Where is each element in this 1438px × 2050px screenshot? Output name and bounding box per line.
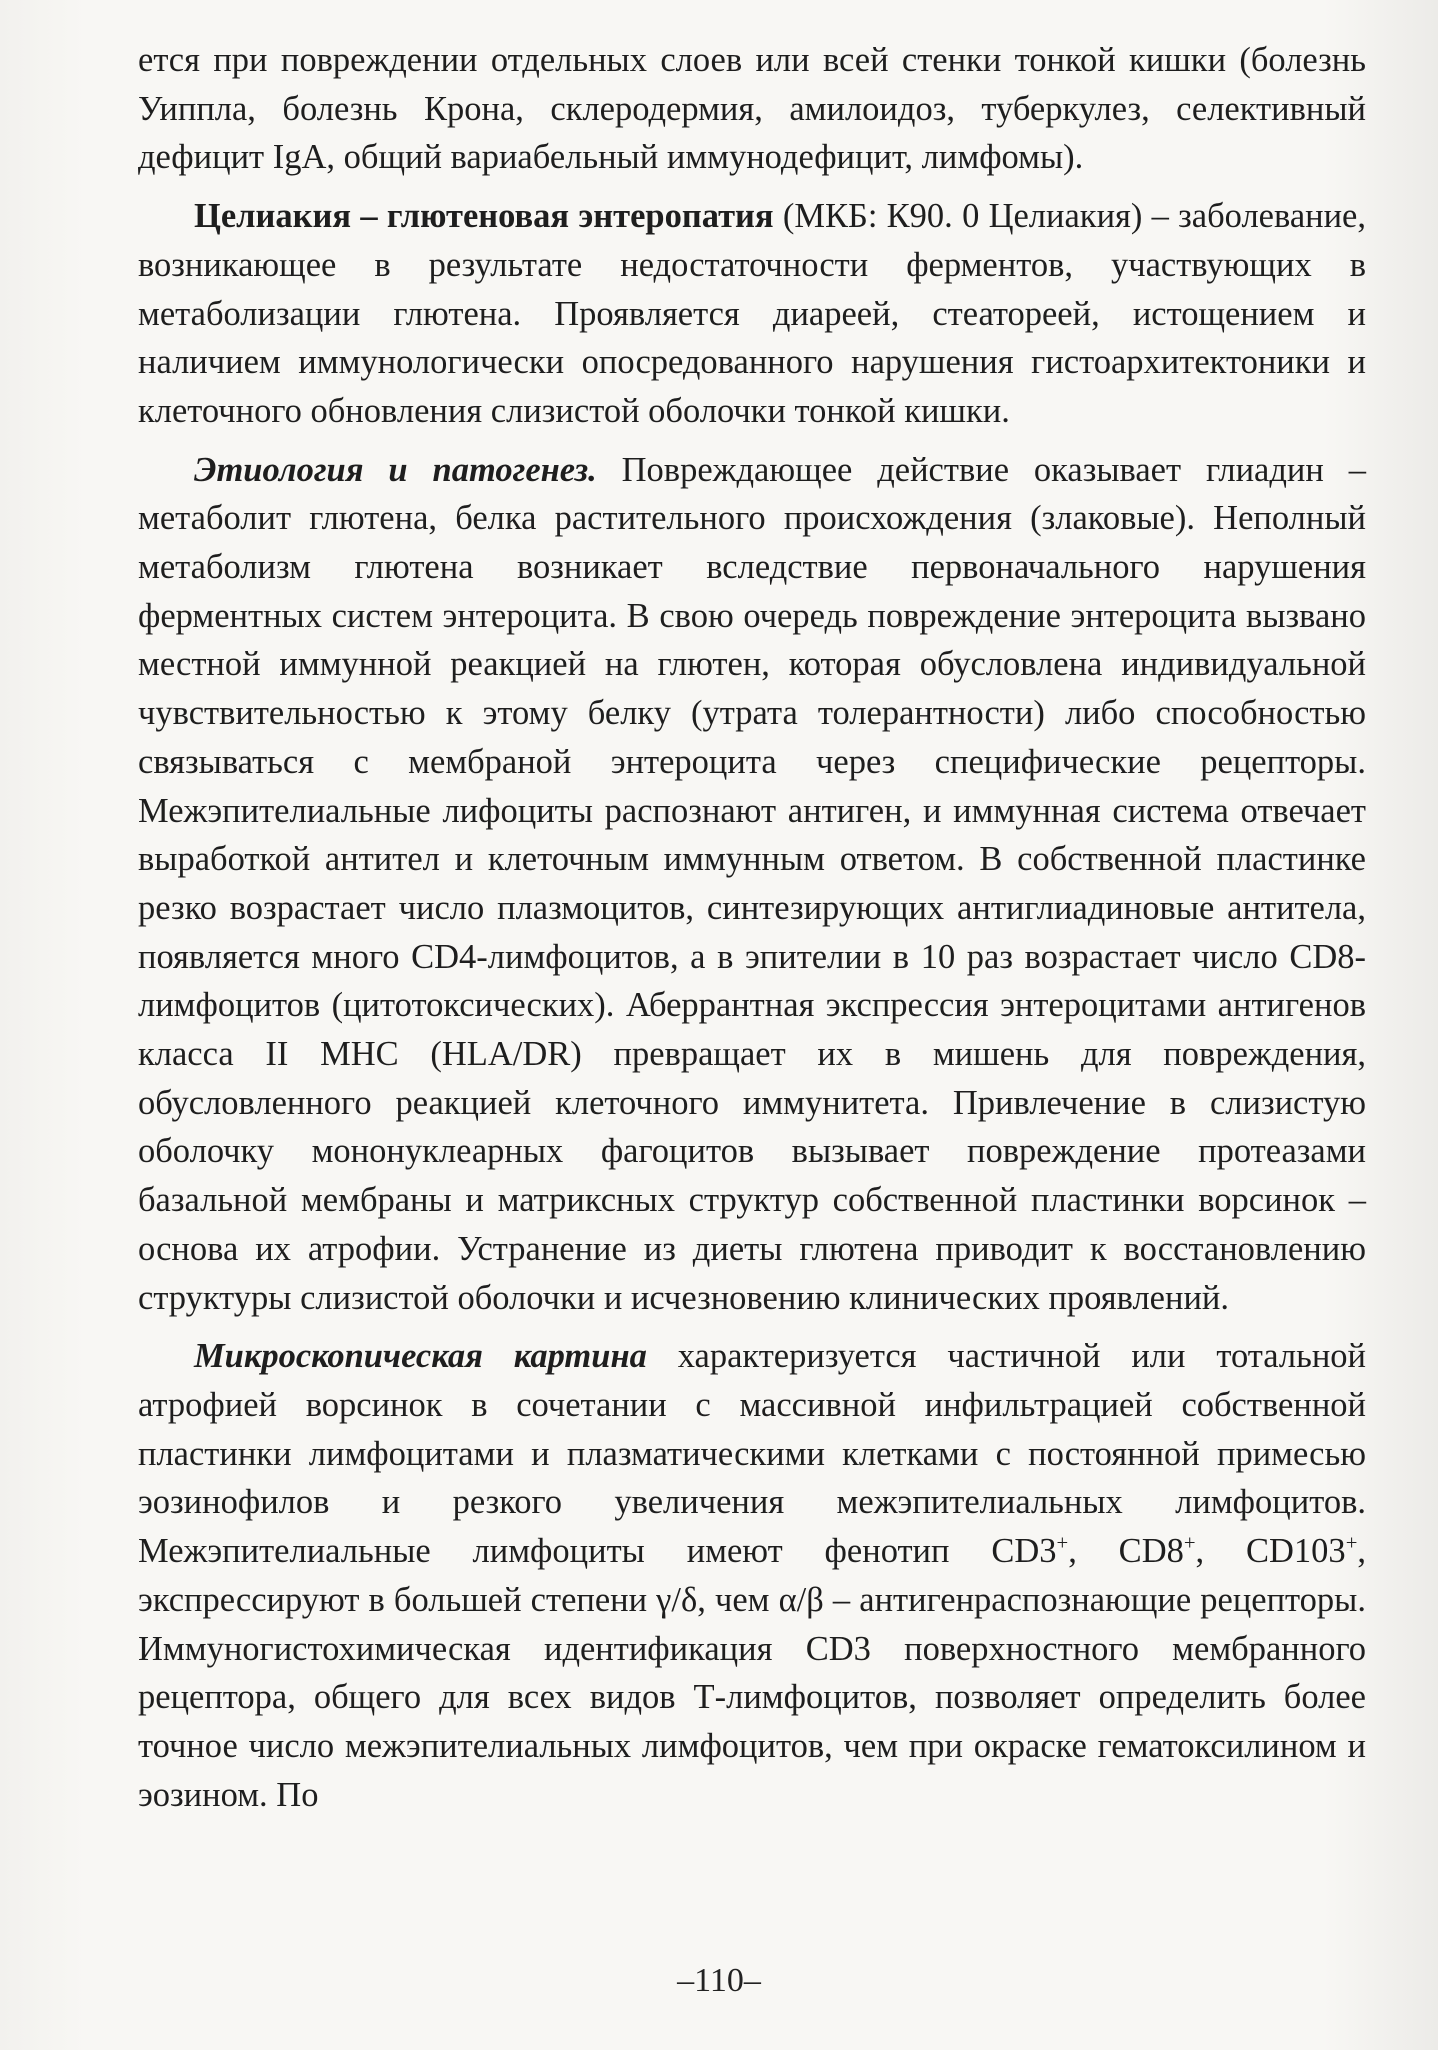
paragraph-2-text: (МКБ: К90. 0 Целиакия) – заболевание, возникающее в результате недостаточности ферментов, участвующих в метаболизации глютена. Проявляется диареей, стеатореей, истощением и наличием иммунологически опосредованного нарушения гистоархитектоники и клеточного обновления слизистой оболочки тонкой кишки. — [138, 197, 1366, 430]
heading-etiology: Этиология и патогенез. — [194, 450, 597, 489]
paragraph-3-text: Повреждающее действие оказывает глиадин – метаболит глютена, белка растительного происхождения (злаковые). Неполный метаболизм глютена возникает вследствие первоначального нарушения ферментных систем энтероцита. В свою очередь повреждение энтероцита вызвано местной иммунной реакцией на глютен, которая обусловлена индивидуальной чувствительностью к этому белку (утрата толерантности) либо способностью связываться с мембраной энтероцита через специфические рецепторы. Межэпителиальные лифоциты распознают антиген, и иммунная система отвечает выработкой антител и клеточным иммунным ответом. В собственной пластинке резко возрастает число плазмоцитов, синтезирующих антиглиадиновые антитела, появляется много CD4-лимфоцитов, а в эпителии в 10 раз возрастает число CD8-лимфоцитов (цитотоксических). Аберрантная экспрессия энтероцитами антигенов класса II MHC (HLA/DR) превращает их в мишень для повреждения, обусловленного реакцией клеточного иммунитета. Привлечение в слизистую оболочку мононуклеарных фагоцитов вызывает повреждение протеазами базальной мембраны и матриксных структур собственной пластинки ворсинок – основа их атрофии. Устранение из диеты глютена приводит к восстановлению структуры слизистой оболочки и исчезновению клинических проявлений. — [138, 450, 1366, 1317]
superscript-plus: + — [1183, 1532, 1196, 1555]
paragraph-4-text-a: характеризуется частичной или тотальной атрофией ворсинок в сочетании с массивной инфильтрацией собственной пластинки лимфоцитами и плазматическими клетками с постоянной примесью эозинофилов и резкого увеличения межэпителиальных лимфоцитов. Межэпителиальные лимфоциты имеют фенотип CD3 — [138, 1337, 1366, 1571]
paragraph-microscopy — [138, 1332, 1366, 1819]
heading-microscopy: Микроскопическая картина — [194, 1337, 647, 1376]
paragraph-4-text-b: , CD8 — [1068, 1532, 1184, 1571]
page-number: –110– — [677, 1962, 761, 1999]
paragraph-4-text-d: , экспрессируют в большей степени γ/δ, чем α/β – антигенраспознающие рецепторы. Иммуногистохимическая идентификация CD3 поверхностного мембранного рецептора, общего для всех видов Т-лимфоцитов, позволяет определить более точное число межэпителиальных лимфоцитов, чем при окраске гематоксилином и эозином. По — [138, 1532, 1366, 1814]
paragraph-celiac-definition — [138, 192, 1366, 436]
paragraph-4-text-c: , CD103 — [1195, 1532, 1346, 1571]
paragraph-1 — [138, 36, 1366, 182]
body-text — [138, 36, 1366, 1829]
superscript-plus: + — [1056, 1532, 1069, 1555]
paragraph-1-text: ется при повреждении отдельных слоев или всей стенки тонкой кишки (болезнь Уиппла, болезнь Крона, склеродермия, амилоидоз, туберкулез, селективный дефицит IgA, общий вариабельный иммунодефицит, лимфомы). — [138, 41, 1366, 177]
superscript-plus: + — [1345, 1532, 1358, 1555]
term-celiac: Целиакия – глютеновая энтеропатия — [194, 197, 774, 236]
paragraph-etiology — [138, 446, 1366, 1323]
